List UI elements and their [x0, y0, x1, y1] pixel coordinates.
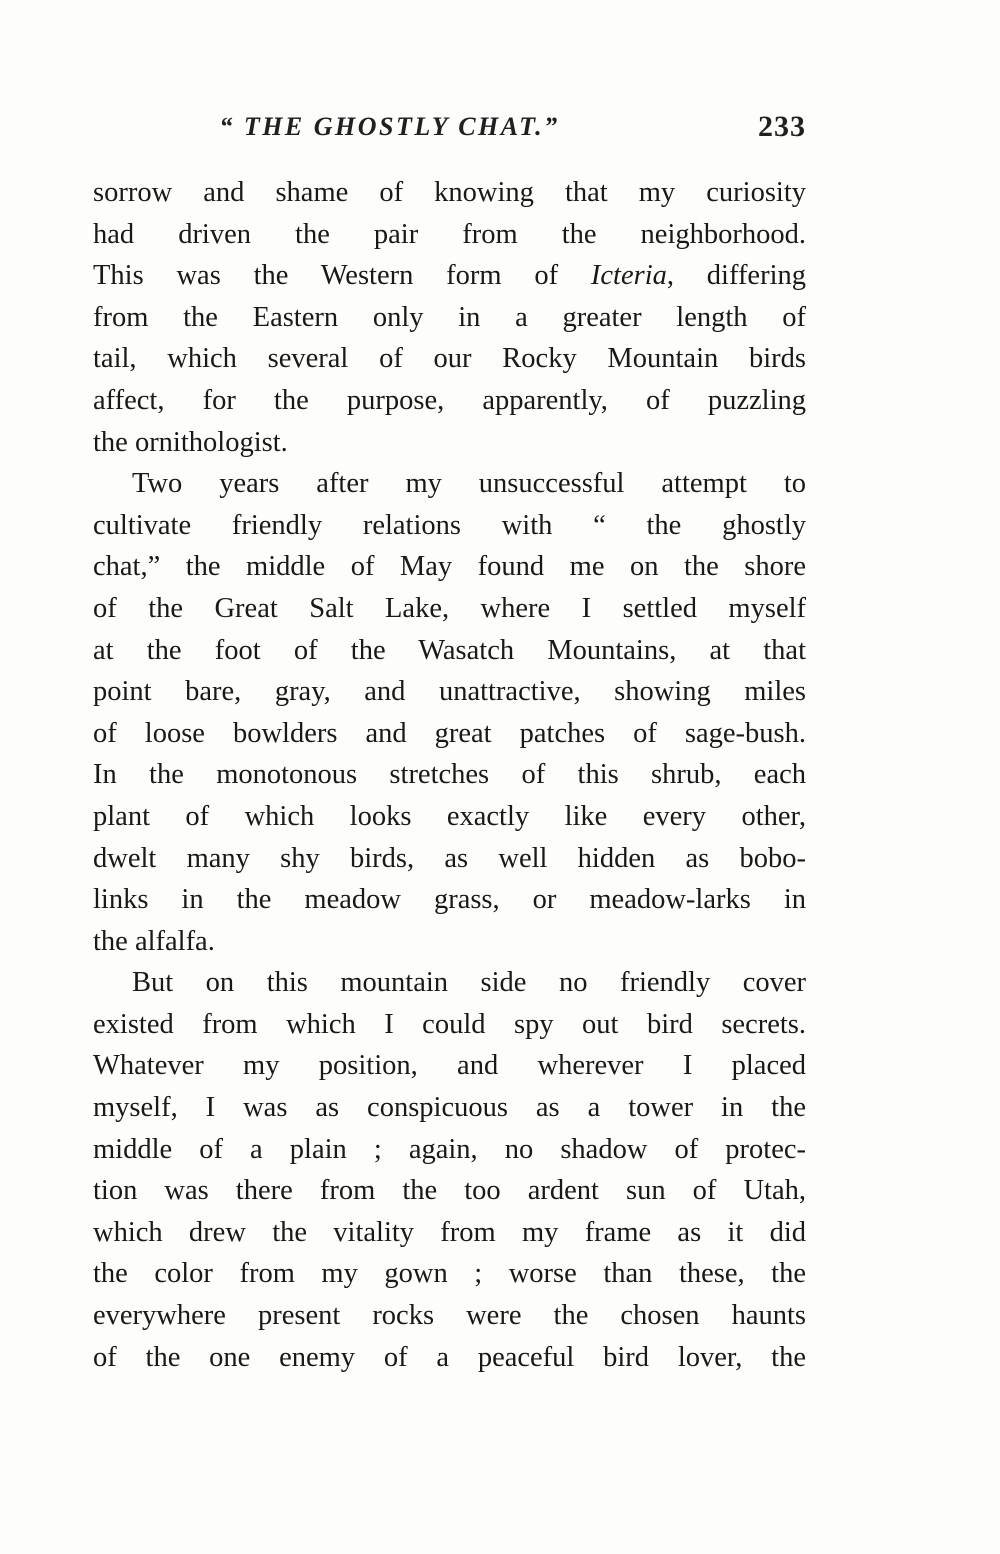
- text-segment: everywhere present rocks were the chosen haunts: [93, 1300, 806, 1332]
- running-title: “ THE GHOSTLY CHAT.”: [219, 112, 560, 141]
- text-line: [93, 838, 806, 880]
- text-line: [93, 962, 806, 1004]
- text-line: [93, 214, 806, 256]
- text-segment: middle of a plain ; again, no shadow of protec-: [93, 1133, 806, 1165]
- text-line: [93, 796, 806, 838]
- text-segment: tail, which several of our Rocky Mountain birds: [93, 343, 806, 375]
- text-segment: from the Eastern only in a greater length of: [93, 301, 806, 333]
- text-segment: plant of which looks exactly like every other,: [93, 800, 806, 832]
- text-line: [93, 1170, 806, 1212]
- text-segment: the alfalfa.: [93, 925, 215, 957]
- text-segment: existed from which I could spy out bird secrets.: [93, 1008, 806, 1040]
- page-header: [93, 112, 806, 152]
- text-line: [93, 380, 806, 422]
- text-segment: the color from my gown ; worse than these, the: [93, 1258, 806, 1290]
- text-segment: at the foot of the Wasatch Mountains, at that: [93, 634, 806, 666]
- text-line: [93, 297, 806, 339]
- text-segment: affect, for the purpose, apparently, of puzzling: [93, 384, 806, 416]
- text-segment: of the one enemy of a peaceful bird lover, the: [93, 1341, 806, 1373]
- text-segment: dwelt many shy birds, as well hidden as bobo-: [93, 842, 806, 874]
- text-segment: cultivate friendly relations with “ the ghostly: [93, 509, 806, 541]
- text-line: [93, 1337, 806, 1379]
- text-segment: which drew the vitality from my frame as it did: [93, 1216, 806, 1248]
- text-line: [93, 546, 806, 588]
- text-segment: Whatever my position, and wherever I placed: [93, 1050, 806, 1082]
- text-line: [93, 1253, 806, 1295]
- text-segment: of the Great Salt Lake, where I settled myself: [93, 592, 806, 624]
- text-line: [93, 1004, 806, 1046]
- text-segment: chat,” the middle of May found me on the shore: [93, 551, 806, 583]
- text-segment: point bare, gray, and unattractive, showing miles: [93, 676, 806, 708]
- text-line: [93, 1295, 806, 1337]
- text-line: [93, 1129, 806, 1171]
- text-segment: Two years after my unsuccessful attempt to: [132, 468, 806, 500]
- text-segment: This was the Western form of: [93, 260, 591, 292]
- text-line: [93, 879, 806, 921]
- text-line: [93, 172, 806, 214]
- text-segment: , differing: [666, 260, 806, 292]
- text-segment: sorrow and shame of knowing that my curiosity: [93, 177, 806, 208]
- text-line: [93, 1212, 806, 1254]
- text-segment: myself, I was as conspicuous as a tower in the: [93, 1092, 806, 1124]
- text-segment: the ornithologist.: [93, 426, 288, 458]
- page-number: 233: [758, 110, 806, 143]
- text-line: [93, 754, 806, 796]
- text-segment: of loose bowlders and great patches of sage-bush.: [93, 717, 806, 749]
- text-line: [93, 671, 806, 713]
- body-text: [93, 172, 806, 1378]
- text-line: [93, 1045, 806, 1087]
- text-line: [93, 505, 806, 547]
- text-segment: In the monotonous stretches of this shrub, each: [93, 759, 806, 791]
- text-segment: had driven the pair from the neighborhood.: [93, 218, 806, 250]
- italic-text: Icteria: [590, 260, 667, 292]
- text-line: [93, 630, 806, 672]
- text-line: [93, 422, 806, 464]
- text-line: [93, 255, 806, 297]
- text-segment: tion was there from the too ardent sun of Utah,: [93, 1175, 806, 1207]
- text-segment: links in the meadow grass, or meadow-larks in: [93, 884, 806, 916]
- text-line: [93, 588, 806, 630]
- text-line: [93, 713, 806, 755]
- text-line: [93, 921, 806, 963]
- text-line: [93, 338, 806, 380]
- text-segment: But on this mountain side no friendly cover: [132, 967, 806, 999]
- text-line: [93, 1087, 806, 1129]
- text-line: [93, 463, 806, 505]
